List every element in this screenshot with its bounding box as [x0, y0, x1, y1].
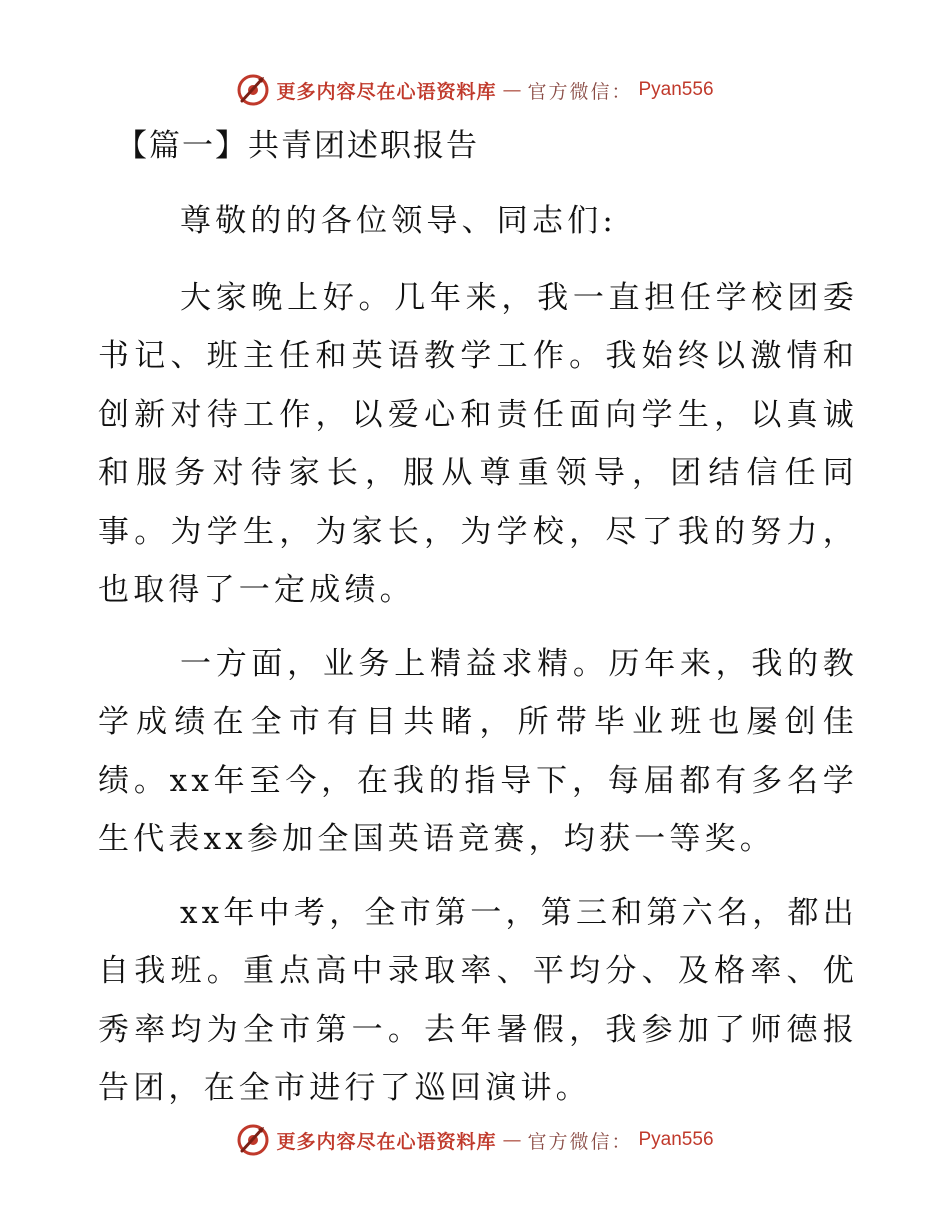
banner-brand-text: 更多内容尽在心语资料库 — [276, 1130, 497, 1153]
banner-account: Pyan556 — [638, 79, 714, 100]
salutation: 尊敬的的各位领导、同志们: — [180, 203, 618, 239]
paragraph-2: 一方面，业务上精益求精。历年来，我的教学成绩在全市有目共睹，所带毕业班也屡创佳绩。xx年至今，在我的指导下，每届都有多名学生代表xx参加全国英语竞赛，均获一等奖。 — [98, 645, 858, 857]
banner-brand-text: 更多内容尽在心语资料库 — [276, 80, 497, 103]
brand-logo-icon — [236, 73, 270, 107]
banner-account: Pyan556 — [638, 1129, 714, 1150]
footer-banner — [0, 1120, 950, 1160]
document-heading: 【篇一】共青团述职报告 — [116, 128, 479, 164]
paragraph-3: xx年中考，全市第一，第三和第六名，都出自我班。重点高中录取率、平均分、及格率、优秀率均为全市第一。去年暑假，我参加了师德报告团，在全市进行了巡回演讲。 — [98, 894, 858, 1106]
paragraph-1: 大家晚上好。几年来，我一直担任学校团委书记、班主任和英语教学工作。我始终以激情和创新对待工作，以爱心和责任面向学生，以真诚和服务对待家长，服从尊重领导，团结信任同事。为学生，为家长，为学校，尽了我的努力，也取得了一定成绩。 — [98, 279, 858, 608]
banner-separator: — — [502, 1129, 522, 1151]
banner-official-label: 官方微信： — [527, 1130, 633, 1153]
banner-official-label: 官方微信： — [527, 80, 633, 103]
banner-separator: — — [502, 79, 522, 101]
header-banner — [0, 70, 950, 110]
brand-logo-icon — [236, 1123, 270, 1157]
document-body — [98, 118, 858, 1118]
